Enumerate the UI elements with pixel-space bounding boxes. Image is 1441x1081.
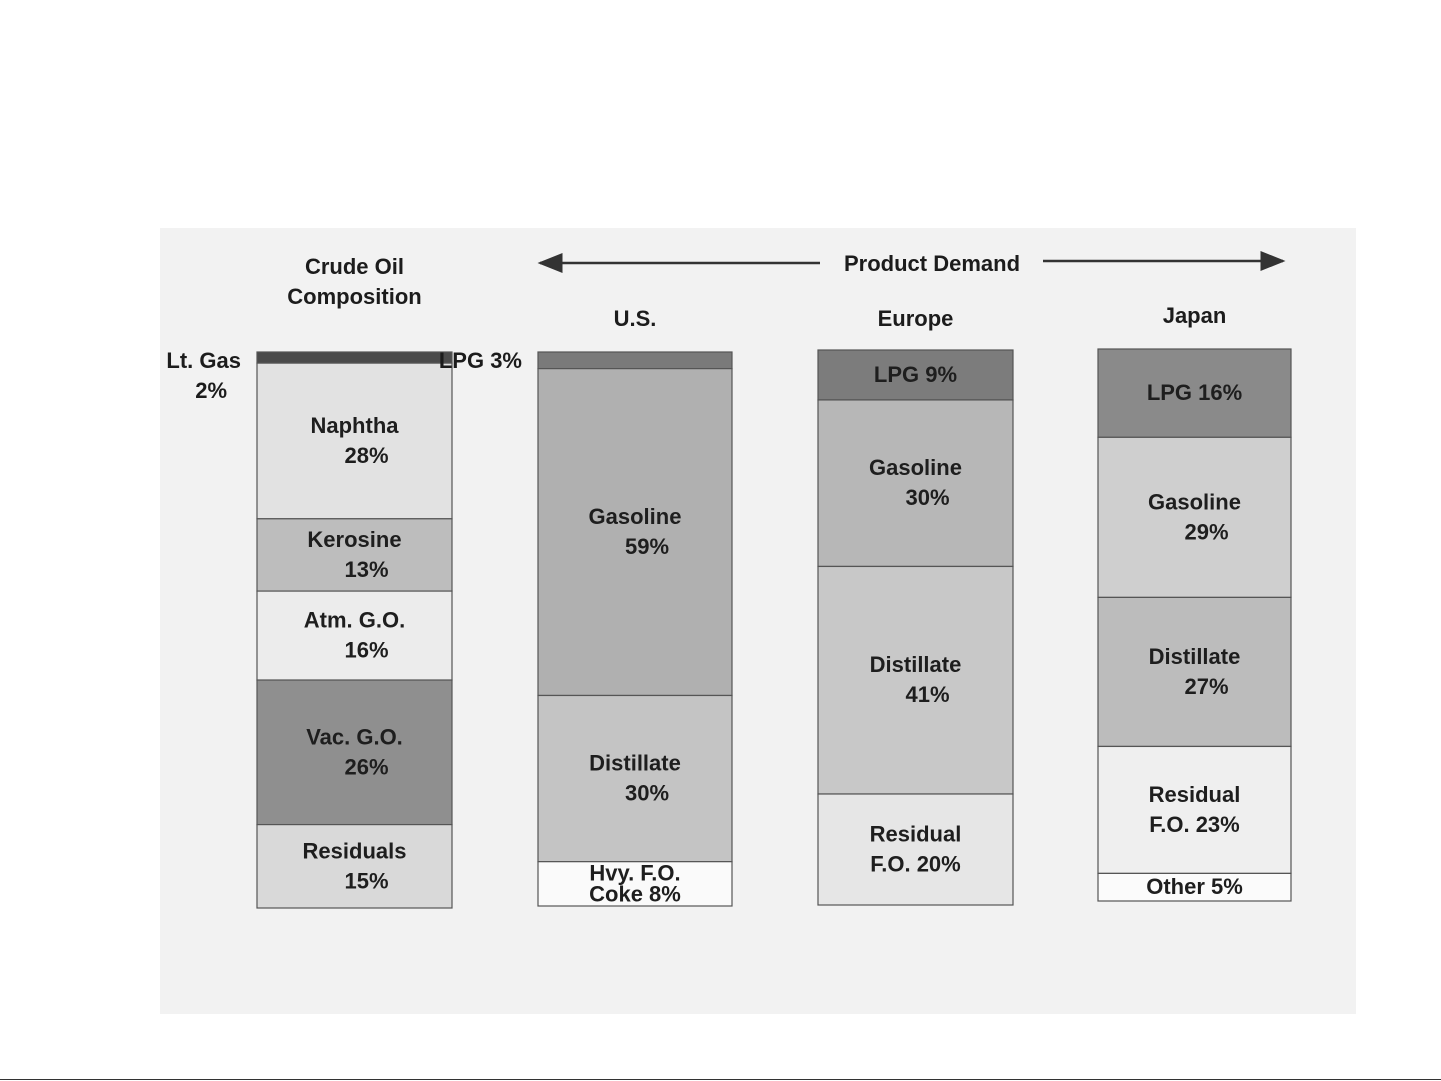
bar-segment (257, 591, 452, 680)
column-0 (166, 254, 452, 908)
segment-value: 28% (344, 442, 389, 468)
bar-segment (257, 363, 452, 519)
segment-label: Naphtha (310, 412, 399, 438)
segment-label: Residual (869, 821, 962, 847)
segment-label: LPG 9% (873, 361, 958, 387)
column-title: Japan (1162, 303, 1227, 328)
bar-segment (1098, 746, 1291, 873)
segment-label: Residuals (302, 838, 407, 864)
segment-value: 27% (1184, 673, 1229, 699)
segment-label: Gasoline (869, 455, 962, 481)
segment-value: F.O. 20% (870, 851, 961, 877)
product-demand-arrow (540, 251, 1283, 276)
segment-value: 41% (905, 682, 950, 708)
segment-value: Coke 8% (589, 881, 681, 907)
segment-label: Kerosine (307, 526, 402, 552)
product-demand-label: Product Demand (843, 251, 1021, 276)
bar-segment (818, 794, 1013, 905)
bar-segment (1098, 597, 1291, 746)
bar-segment (538, 369, 732, 696)
bar-segment (257, 680, 452, 825)
segment-label: Distillate (1148, 643, 1241, 669)
segment-value: 13% (344, 556, 389, 582)
segment-value: F.O. 23% (1149, 811, 1240, 837)
segment-value: 29% (1184, 519, 1229, 545)
segment-label: Gasoline (588, 504, 682, 530)
segment-label: LPG 3% (438, 348, 522, 373)
bar-segment (818, 400, 1013, 567)
segment-value: 15% (344, 868, 389, 894)
segment-value: 30% (905, 485, 950, 511)
segment-label: Gasoline (1148, 489, 1241, 515)
column-title: Europe (877, 306, 954, 331)
bar-segment (538, 352, 732, 369)
bar-segment (257, 825, 452, 908)
segment-label: Vac. G.O. (306, 724, 403, 750)
bar-segment (257, 352, 452, 363)
segment-value: 30% (624, 780, 670, 806)
column-3 (1098, 303, 1291, 901)
segment-label: LPG 16% (1146, 380, 1243, 406)
column-1 (439, 306, 732, 906)
columns-layer (166, 254, 1291, 908)
segment-label: Other 5% (1146, 874, 1243, 900)
segment-label: Lt. Gas (166, 348, 241, 373)
segment-label: Distillate (589, 750, 681, 776)
segment-label: Hvy. F.O. (589, 860, 681, 886)
bar-segment (538, 695, 732, 861)
column-title: Crude Oil (304, 254, 405, 279)
segment-value: 2% (195, 378, 227, 403)
segment-label: Residual (1148, 781, 1241, 807)
column-2 (818, 306, 1013, 905)
segment-value: 26% (344, 754, 389, 780)
segment-label: Atm. G.O. (303, 607, 406, 633)
column-title: U.S. (613, 306, 657, 331)
segment-value: 16% (344, 637, 389, 663)
column-title: Composition (287, 284, 422, 309)
segment-label: Distillate (869, 652, 962, 678)
bar-segment (1098, 437, 1291, 597)
bar-segment (818, 566, 1013, 794)
segment-value: 59% (624, 534, 670, 560)
